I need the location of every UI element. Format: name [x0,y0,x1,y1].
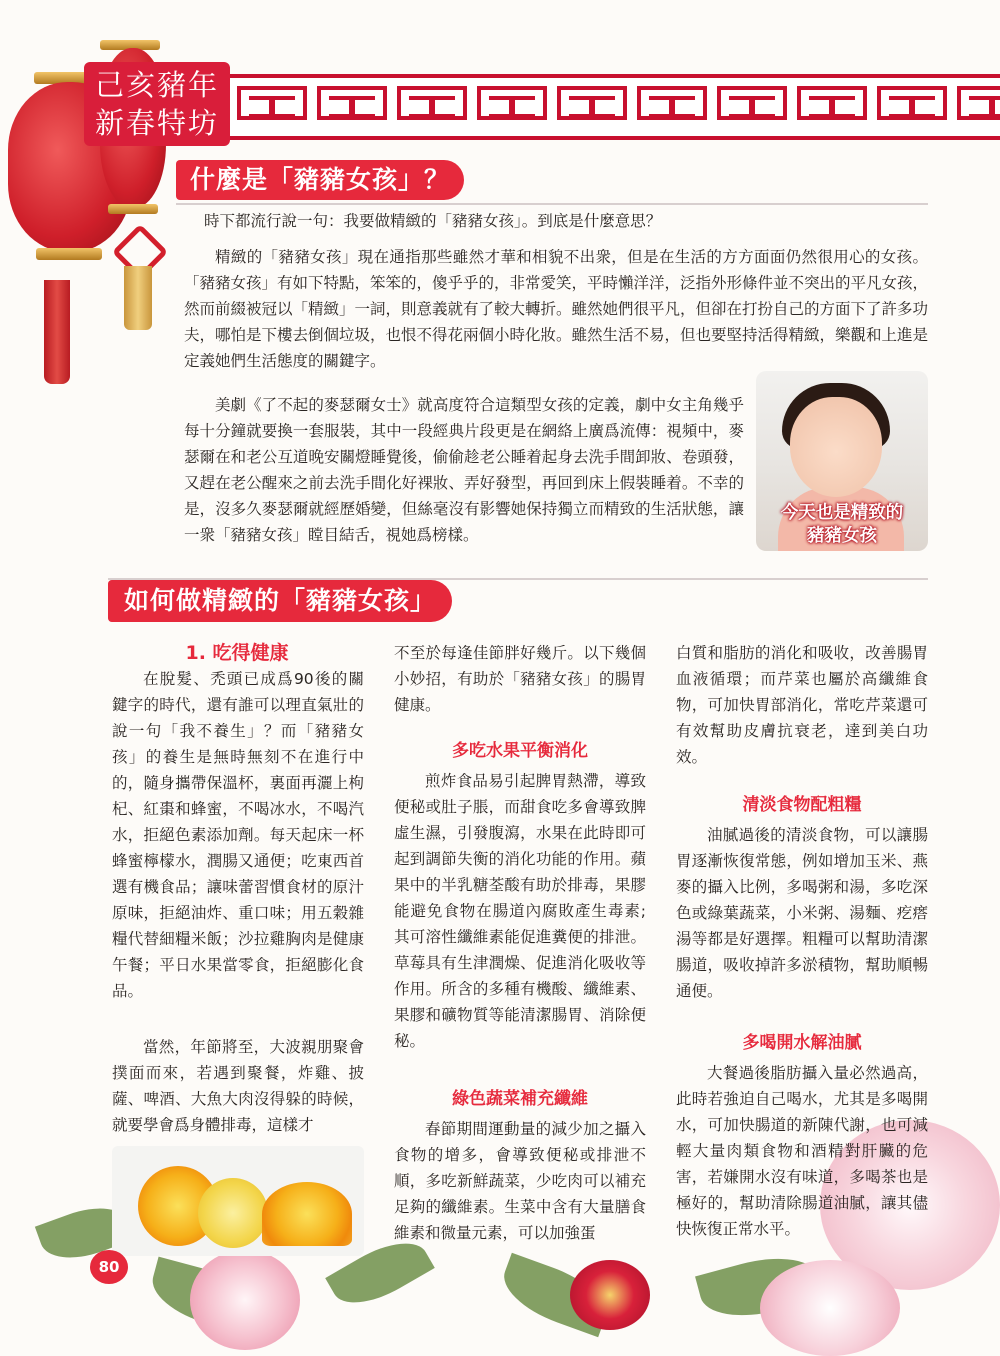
col3-paragraph-2: 油膩過後的清淡食物，可以讓腸胃逐漸恢復常態，例如增加玉米、燕麥的攝入比例，多喝粥和湯，多吃深色或綠葉蔬菜，小米粥、湯麵、疙瘩湯等都是好選擇。粗糧可以幫助清潔腸道，吸收掉許多淤積物，幫助順暢通便。 [676,826,928,1000]
photo-caption-line-1: 今天也是精致的 [780,503,904,523]
subheading-light-food: 清淡食物配粗糧 [742,795,862,815]
girl-photo [756,371,928,551]
peony-flower-center [570,1260,650,1330]
badge-line-2: 新春特坊 [94,106,219,140]
badge-line-1: 己亥豬年 [94,68,219,102]
col2-paragraph-2: 煎炸食品易引起脾胃熱滯，導致便秘或肚子脹，而甜食吃多會導致脾虛生濕，引發腹瀉，水果在此時即可起到調節失衡的消化功能的作用。蘋果中的半乳糖荃酸有助於排毒，果膠能避免食物在腸道內腐敗產生毒素;其可溶性纖維素能促進糞便的排泄。草莓具有生津潤燥、促進消化吸收等作用。所含的多種有機酸、纖維素、果膠和礦物質等能清潔腸胃、消除便秘。 [394,772,646,1050]
subheading-fruit: 多吃水果平衡消化 [452,741,588,761]
col2-paragraph-3: 春節期間運動量的減少加之攝入食物的增多，會導致便秘或排泄不順，多吃新鮮蔬菜，少吃肉可以補充足夠的纖維素。生菜中含有大量膳食維素和微量元素，可以加強蛋 [394,1120,646,1242]
tv-show-paragraph: 美劇《了不起的麥瑟爾女士》就高度符合這類型女孩的定義，劇中女主角幾乎每十分鐘就要換一套服裝，其中一段經典片段更是在網絡上廣爲流傳：視頻中，麥瑟爾在和老公互道晚安關燈睡覺後，偷偷趁老公睡着起身去洗手間卸妝、卷頭發，又趕在老公醒來之前去洗手間化好裸妝、弄好發型，再回到床上假裝睡着。不幸的是，沒多久麥瑟爾就經歷婚變，但絲毫沒有影響她保持獨立而精致的生活狀態，讓一衆「豬豬女孩」瞠目結舌，視她爲榜樣。 [184,396,744,544]
subheading-drink-water: 多喝開水解油膩 [742,1033,862,1053]
section-heading-what-is: 什麼是「豬豬女孩」？ [176,160,464,200]
orange-slices-photo [112,1146,364,1256]
col2-paragraph-1: 不至於每逢佳節胖好幾斤。以下幾個小妙招，有助於「豬豬女孩」的腸胃健康。 [394,644,646,714]
issue-badge [84,62,230,146]
section-heading-how-to: 如何做精緻的「豬豬女孩」 [108,580,452,622]
subheading-eat-healthy: 1. 吃得健康 [185,642,289,664]
photo-caption-line-2: 豬豬女孩 [807,526,877,546]
col1-paragraph-2: 當然，年節將至，大波親朋聚會撲面而來，若遇到聚餐，炸雞、披薩、啤酒、大魚大肉沒得躲的時候，就要學會爲身體排毒，這樣才 [112,1038,364,1134]
page-number: 80 [90,1250,128,1284]
col1-paragraph-1: 在脫髮、禿頭已成爲90後的關鍵字的時代，還有誰可以理直氣壯的說一句「我不養生」？而「豬豬女孩」的養生是無時無刻不在進行中的，隨身攜帶保溫杯，裏面再灑上枸杞、紅棗和蜂蜜，不喝冰水，不喝汽水，拒絕色素添加劑。每天起床一杯蜂蜜檸檬水，潤腸又通便；吃東西首選有機食品；讓味蕾習慣食材的原汁原味，拒絕油炸、重口味；用五穀雜糧代替細糧米飯；沙拉雞胸肉是健康午餐；平日水果當零食，拒絕膨化食品。 [112,670,364,1000]
heading-rule [176,203,928,205]
col3-paragraph-1: 白質和脂肪的消化和吸收，改善腸胃血液循環；而芹菜也屬於高纖維食物，可加快胃部消化，常吃芹菜還可有效幫助皮膚抗衰老，達到美白功效。 [676,644,928,766]
fret-pattern-band [225,74,1000,140]
lantern-decoration [0,0,180,390]
col3-paragraph-3: 大餐過後脂肪攝入量必然過高，此時若強迫自己喝水，尤其是多喝開水，可加快腸道的新陳代謝，也可減輕大量肉類食物和酒精對肝臟的危害，若嫌開水沒有味道，多喝茶也是極好的，幫助清除腸道油膩，讓其儘快恢復正常水平。 [676,1064,928,1238]
definition-paragraph: 精緻的「豬豬女孩」現在通指那些雖然才華和相貌不出衆，但是在生活的方方面面仍然很用心的女孩。「豬豬女孩」有如下特點，笨笨的，傻乎乎的，非常愛笑，平時懶洋洋，泛指外形條件並不突出的平凡女孩，然而前綴被冠以「精緻」一詞，則意義就有了較大轉折。雖然她們很平凡，但卻在打扮自己的方面下了許多功夫，哪怕是下樓去倒個垃圾，也恨不得花兩個小時化妝。雖然生活不易，但也要堅持活得精緻，樂觀和上進是定義她們生活態度的關鍵字。 [184,248,929,370]
subheading-vegetables: 綠色蔬菜補充纖維 [452,1089,588,1109]
intro-paragraph: 時下都流行說一句：我要做精緻的「豬豬女孩」。到底是什麼意思？ [204,212,662,230]
peony-flower-bottom-right [760,1260,900,1356]
peony-flower-left [190,1250,300,1350]
